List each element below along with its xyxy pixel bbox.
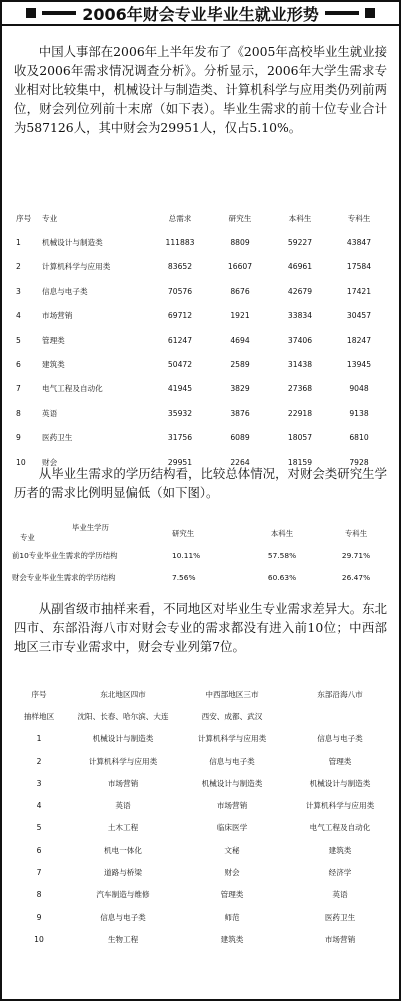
cell-major: 管理类: [42, 335, 65, 345]
cell-rank: 8: [36, 890, 42, 900]
table-row: [12, 544, 392, 566]
corner-bottom-label: 专业: [20, 533, 35, 542]
col-header-northeast: 东北地区四市: [100, 689, 146, 699]
table-row: [10, 861, 394, 883]
cell-bachelor: 27368: [287, 384, 313, 394]
table-row: [10, 794, 394, 816]
corner-top-label: 毕业生学历: [72, 523, 109, 532]
cell-northeast: 土木工程: [107, 823, 139, 833]
cell-graduate: 7.56%: [172, 572, 196, 582]
cell-rank: 7: [16, 384, 21, 394]
cell-rank: 4: [36, 801, 42, 811]
cell-major: 建筑类: [42, 360, 65, 370]
cell-rank: 7: [36, 868, 42, 878]
cell-east-coast: 市场营销: [324, 934, 356, 944]
cell-northeast: 市场营销: [107, 778, 139, 788]
sample-region-row: [10, 705, 394, 727]
paragraph-education-structure: 从毕业生需求的学历结构看，比较总体情况，对财会类研究生学历者的需求比例明显偏低（如下图）。: [14, 466, 387, 500]
cell-total: 70576: [167, 286, 193, 296]
table-row: [10, 906, 394, 928]
cell-major: 市场营销: [42, 311, 73, 321]
cell-college: 7928: [349, 457, 369, 467]
cell-graduate: 2264: [230, 457, 250, 467]
table-row: [16, 377, 388, 401]
table-row: [10, 884, 394, 906]
cell-rank: 2: [36, 756, 42, 766]
cell-rank: 10: [34, 934, 44, 944]
table-row: [12, 566, 392, 588]
table-header-row: [10, 683, 394, 705]
cell-total: 69712: [167, 311, 193, 321]
cell-rank: 6: [36, 845, 42, 855]
cell-rank: 2: [16, 262, 21, 272]
cell-east-coast: 计算机科学与应用类: [305, 801, 375, 811]
cell-central-west: 建筑类: [220, 934, 244, 944]
cell-major: 医药卫生: [42, 433, 73, 443]
cell-graduate: 6089: [230, 433, 250, 443]
cell-east-coast: 英语: [332, 890, 348, 900]
cell-total: 31756: [167, 433, 193, 443]
table-row: [16, 230, 388, 254]
table-row: [16, 426, 388, 450]
cell-college: 30457: [346, 311, 372, 321]
cell-major: 计算机科学与应用类: [42, 262, 111, 272]
cell-total: 111883: [165, 238, 195, 248]
table-row: [16, 401, 388, 425]
left-square-ornament: [26, 8, 36, 18]
col-header-east-coast: 东部沿海八市: [317, 689, 363, 699]
cell-bachelor: 22918: [287, 408, 313, 418]
cell-total: 61247: [167, 335, 193, 345]
cell-central-west: 师范: [224, 912, 240, 922]
cell-college: 18247: [346, 335, 372, 345]
cell-bachelor: 33834: [287, 311, 313, 321]
table-row: [16, 255, 388, 279]
cell-rank: 3: [16, 286, 21, 296]
table-header-row: [12, 522, 392, 544]
table-header-row: [16, 206, 388, 230]
cell-major: 财会: [42, 457, 58, 467]
cell-central-west: 临床医学: [216, 823, 248, 833]
cell-graduate: 3876: [230, 408, 250, 418]
sample-central-west: 西安、成都、武汉: [201, 711, 263, 721]
cell-bachelor: 57.58%: [267, 550, 297, 560]
cell-total: 83652: [167, 262, 193, 272]
cell-bachelor: 31438: [287, 360, 313, 370]
cell-rank: 5: [36, 823, 42, 833]
paragraph-regional: 从副省级市抽样来看，不同地区对毕业生专业需求差异大。东北四市、东部沿海八市对财会专业的需求都没有进入前10位；中西部地区三市专业需求中，财会专业列第7位。: [14, 601, 387, 654]
cell-east-coast: 信息与电子类: [317, 734, 363, 744]
cell-bachelor: 59227: [287, 238, 313, 248]
cell-central-west: 文秘: [224, 845, 240, 855]
cell-central-west: 市场营销: [216, 801, 248, 811]
paragraph-intro: 中国人事部在2006年上半年发布了《2005年高校毕业生就业接收及2006年需求情况调查分析》。分析显示，2006年大学生需求专业相对比较集中，机械设计与制造类、计算机科学与应用类仍列前两位，财会列位列前十末席（如下表）。毕业生需求的前十位专业合计为587126人，其中财会为29951人，仅占5.10%。: [14, 44, 387, 135]
cell-graduate: 10.11%: [172, 550, 201, 560]
cell-rank: 3: [36, 778, 42, 788]
demand-top10-table: [16, 206, 388, 474]
cell-college: 43847: [346, 238, 372, 248]
cell-college: 9048: [349, 384, 369, 394]
cell-rank: 6: [16, 360, 21, 370]
left-bar-ornament: [42, 11, 76, 15]
cell-bachelor: 42679: [287, 286, 313, 296]
cell-east-coast: 建筑类: [328, 845, 352, 855]
cell-east-coast: 机械设计与制造类: [309, 778, 371, 788]
table-row: [16, 304, 388, 328]
col-header-graduate: 研究生: [228, 213, 252, 223]
cell-central-west: 财会: [224, 868, 240, 878]
table-row: [10, 928, 394, 950]
cell-northeast: 机电一体化: [104, 845, 142, 855]
col-header-major: 专业: [42, 213, 58, 223]
cell-total: 41945: [167, 384, 193, 394]
cell-central-west: 信息与电子类: [209, 756, 255, 766]
sample-label: 抽样地区: [23, 711, 55, 721]
education-structure-table: [12, 522, 392, 588]
right-square-ornament: [365, 8, 375, 18]
cell-bachelor: 37406: [287, 335, 313, 345]
table-row: [10, 839, 394, 861]
sample-east-coast: [286, 705, 394, 727]
cell-northeast: 信息与电子类: [100, 912, 146, 922]
cell-east-coast: 管理类: [328, 756, 352, 766]
cell-bachelor: 60.63%: [267, 572, 297, 582]
cell-northeast: 汽车制造与维修: [96, 890, 150, 900]
cell-category: 前10专业毕业生需求的学历结构: [12, 550, 118, 560]
col-header-bachelor: 本科生: [288, 213, 312, 223]
table-row: [10, 728, 394, 750]
cell-major: 电气工程及自动化: [42, 384, 103, 394]
cell-major: 机械设计与制造类: [42, 238, 103, 248]
col-header-college: 专科生: [347, 213, 371, 223]
cell-northeast: 计算机科学与应用类: [88, 756, 158, 766]
cell-east-coast: 电气工程及自动化: [309, 823, 371, 833]
cell-graduate: 4694: [230, 335, 250, 345]
cell-category: 财会专业毕业生需求的学历结构: [12, 572, 116, 582]
cell-bachelor: 18057: [287, 433, 313, 443]
right-bar-ornament: [325, 11, 359, 15]
cell-college: 6810: [349, 433, 369, 443]
cell-bachelor: 18159: [287, 457, 313, 467]
col-header-total: 总需求: [168, 213, 192, 223]
cell-graduate: 16607: [227, 262, 253, 272]
cell-northeast: 生物工程: [107, 934, 139, 944]
table-row: [16, 352, 388, 376]
cell-graduate: 8809: [230, 238, 250, 248]
table-row: [16, 328, 388, 352]
cell-rank: 5: [16, 335, 21, 345]
cell-central-west: 计算机科学与应用类: [197, 734, 267, 744]
cell-college: 13945: [346, 360, 372, 370]
cell-rank: 9: [36, 912, 42, 922]
cell-northeast: 英语: [115, 801, 131, 811]
cell-central-west: 管理类: [220, 890, 244, 900]
cell-bachelor: 46961: [287, 262, 313, 272]
cell-college: 29.71%: [341, 550, 371, 560]
sample-northeast: 沈阳、长春、哈尔滨、大连: [77, 711, 169, 721]
title-bar: [2, 2, 399, 26]
cell-total: 35932: [167, 408, 193, 418]
corner-header: [12, 522, 172, 544]
col-header-college: 专科生: [344, 528, 368, 538]
col-header-bachelor: 本科生: [270, 528, 294, 538]
cell-major: 信息与电子类: [42, 286, 88, 296]
cell-east-coast: 经济学: [328, 868, 352, 878]
cell-northeast: 机械设计与制造类: [92, 734, 154, 744]
table-row: [10, 817, 394, 839]
cell-rank: 4: [16, 311, 21, 321]
cell-rank: 9: [16, 433, 21, 443]
cell-total: 29951: [167, 457, 193, 467]
cell-college: 9138: [349, 408, 369, 418]
cell-rank: 10: [16, 457, 26, 467]
cell-east-coast: 医药卫生: [324, 912, 356, 922]
cell-graduate: 2589: [230, 360, 250, 370]
cell-northeast: 道路与桥梁: [104, 868, 142, 878]
cell-graduate: 3829: [230, 384, 250, 394]
cell-rank: 1: [36, 734, 42, 744]
col-header-central-west: 中西部地区三市: [205, 689, 259, 699]
cell-college: 17584: [346, 262, 372, 272]
table-row: [16, 279, 388, 303]
col-header-rank: 序号: [16, 213, 32, 223]
regional-demand-table: [10, 683, 394, 951]
cell-college: 17421: [346, 286, 372, 296]
cell-graduate: 8676: [230, 286, 250, 296]
table-row: [10, 750, 394, 772]
cell-rank: 1: [16, 238, 21, 248]
cell-central-west: 机械设计与制造类: [201, 778, 263, 788]
cell-graduate: 1921: [230, 311, 250, 321]
col-header-rank: 序号: [31, 689, 47, 699]
cell-college: 26.47%: [341, 572, 371, 582]
cell-rank: 8: [16, 408, 21, 418]
article-title: 2006年财会专业毕业生就业形势: [82, 4, 319, 24]
table-row: [10, 772, 394, 794]
col-header-graduate: 研究生: [172, 528, 195, 538]
cell-total: 50472: [167, 360, 193, 370]
cell-major: 英语: [42, 408, 58, 418]
